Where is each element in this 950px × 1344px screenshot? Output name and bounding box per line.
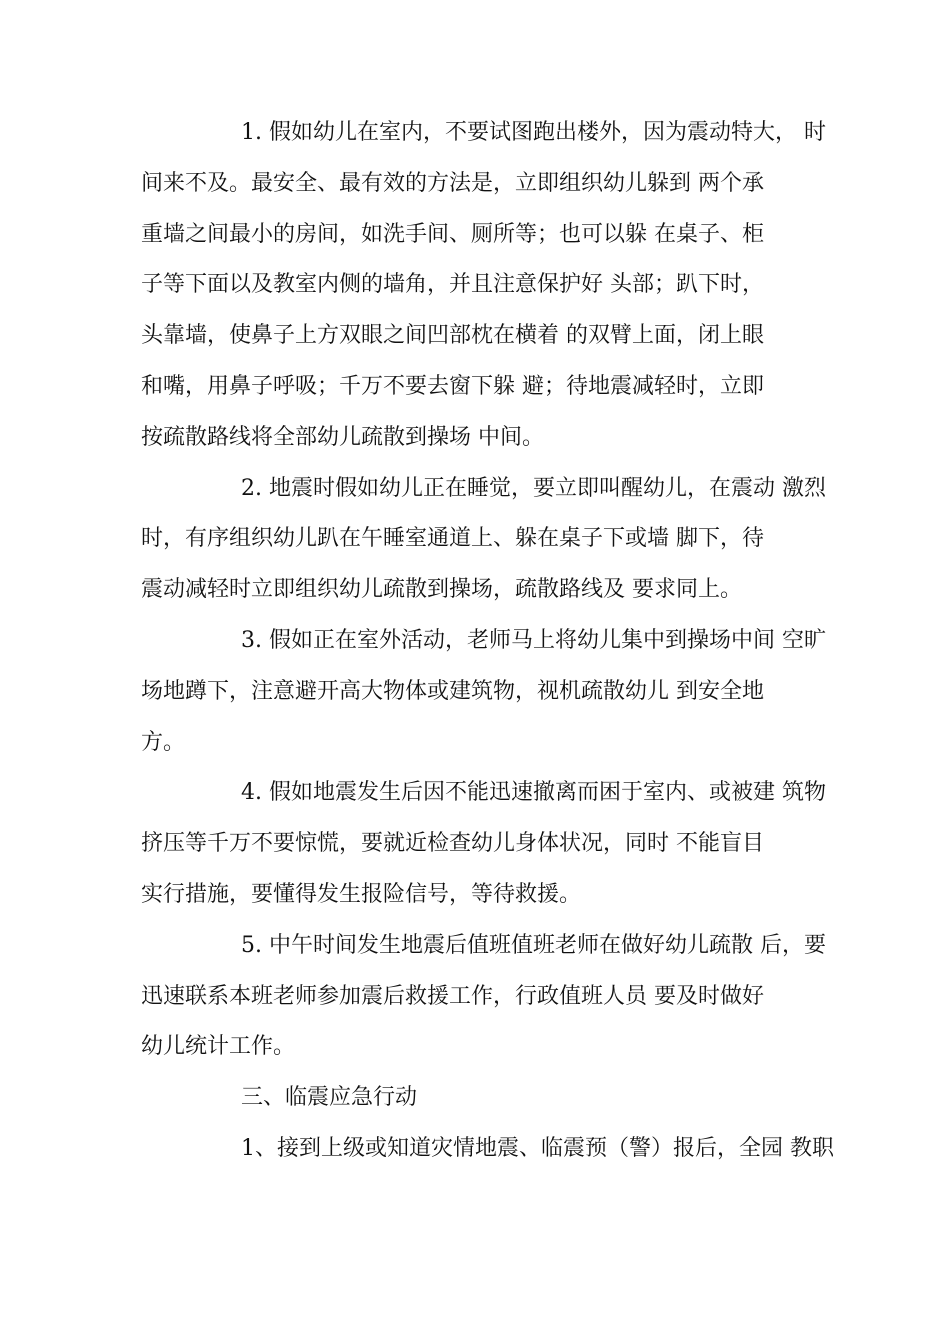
text-line: 间来不及。最安全、最有效的方法是，立即组织幼儿躲到 两个承: [141, 170, 764, 196]
text-line: 子等下面以及教室内侧的墙角，并且注意保护好 头部；趴下时，: [141, 272, 764, 298]
text-line: 5. 中午时间发生地震后值班值班老师在做好幼儿疏散 后，要: [241, 932, 826, 958]
text-line: 震动减轻时立即组织幼儿疏散到操场，疏散路线及 要求同上。: [141, 577, 742, 603]
paragraph-6: [141, 1124, 834, 1175]
text-line: 和嘴，用鼻子呼吸；千万不要去窗下躲 避；待地震减轻时，立即: [141, 373, 764, 399]
text-line: 头靠墙，使鼻子上方双眼之间凹部枕在横着 的双臂上面，闭上眼: [141, 323, 764, 349]
text-line: 4. 假如地震发生后因不能迅速撤离而困于室内、或被建 筑物: [241, 780, 826, 806]
text-line: 2. 地震时假如幼儿正在睡觉，要立即叫醒幼儿，在震动 激烈: [241, 475, 826, 501]
section-heading-para: [141, 1073, 831, 1124]
section-heading: 三、临震应急行动: [241, 1085, 418, 1111]
text-line: 场地蹲下，注意避开高大物体或建筑物，视机疏散幼儿 到安全地: [141, 678, 764, 704]
paragraph-4: [141, 768, 831, 920]
text-line: 挤压等千万不要惊慌，要就近检查幼儿身体状况，同时 不能盲目: [141, 831, 764, 857]
text-line: 3. 假如正在室外活动，老师马上将幼儿集中到操场中间 空旷: [241, 627, 826, 653]
paragraph-1: [141, 108, 831, 464]
text-line: 迅速联系本班老师参加震后救援工作，行政值班人员 要及时做好: [141, 983, 764, 1009]
text-line: 幼儿统计工作。: [141, 1034, 296, 1060]
text-line: 按疏散路线将全部幼儿疏散到操场 中间。: [141, 424, 544, 450]
text-line: 1、接到上级或知道灾情地震、临震预（警）报后，全园 教职: [241, 1135, 834, 1161]
document-body: [141, 108, 834, 1175]
paragraph-3: [141, 616, 831, 768]
text-line: 时，有序组织幼儿趴在午睡室通道上、躲在桌子下或墙 脚下，待: [141, 526, 764, 552]
text-line: 重墙之间最小的房间，如洗手间、厕所等；也可以躲 在桌子、柜: [141, 221, 764, 247]
paragraph-5: [141, 921, 831, 1073]
text-line: 1. 假如幼儿在室内，不要试图跑出楼外，因为震动特大， 时: [241, 120, 826, 145]
text-line: 方。: [141, 729, 186, 755]
text-line: 实行措施，要懂得发生报险信号，等待救援。: [141, 881, 582, 907]
paragraph-2: [141, 464, 831, 616]
